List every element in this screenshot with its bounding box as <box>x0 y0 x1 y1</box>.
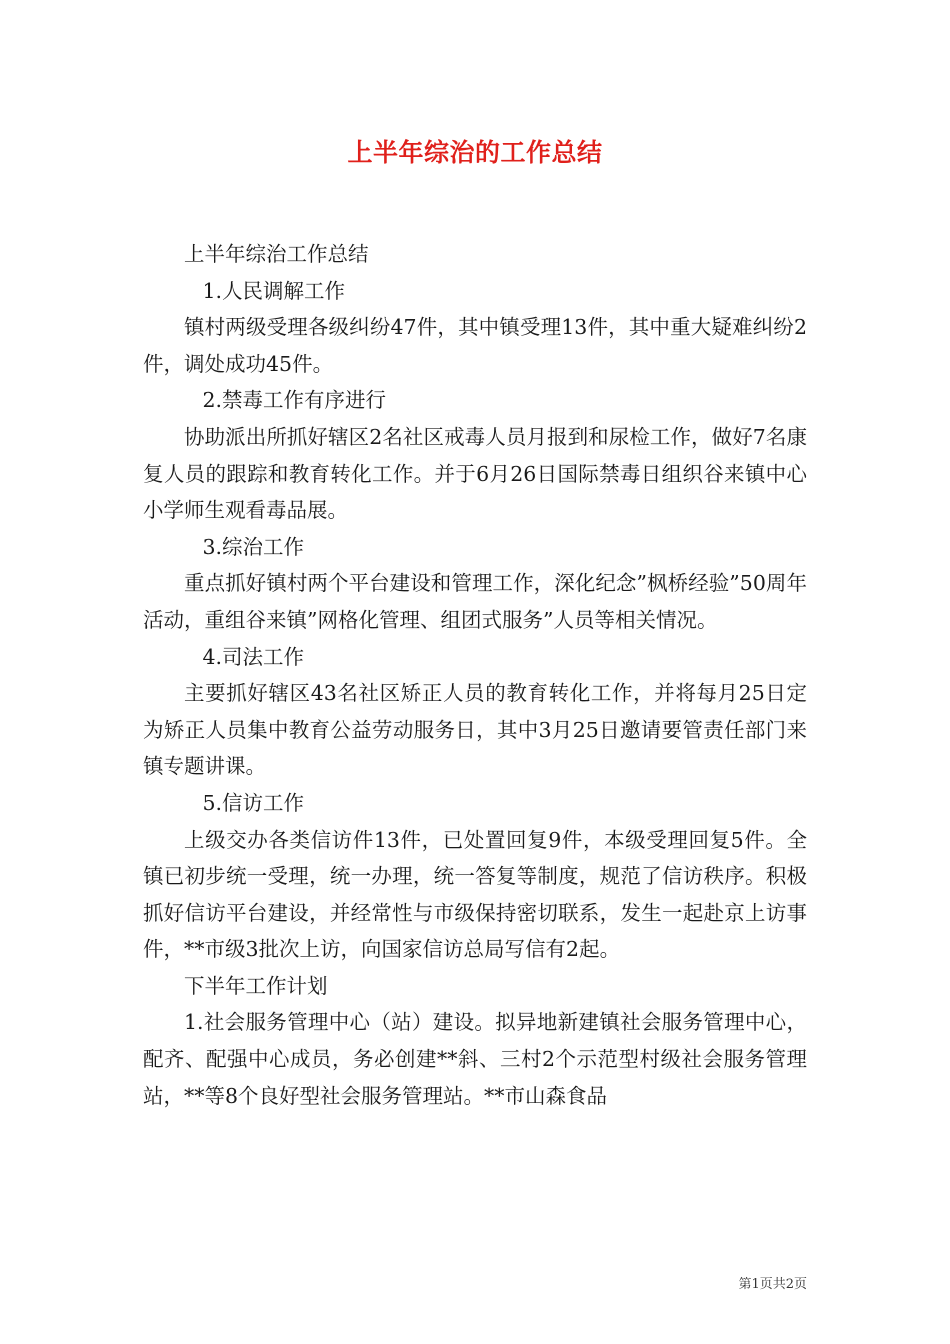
paragraph-service-center: 1.社会服务管理中心（站）建设。拟异地新建镇社会服务管理中心，配齐、配强中心成员，务必创建**斜、三村2个示范型村级社会服务管理站，**等8个良好型社会服务管理站。**市山森食品 <box>143 1010 807 1108</box>
paragraph-petition: 上级交办各类信访件13件，已处置回复9件，本级受理回复5件。全镇已初步统一受理，统一办理，统一答复等制度，规范了信访秩序。积极抓好信访平台建设，并经常性与市级保持密切联系，发生一起赴京上访事件，**市级3批次上访，向国家信访总局写信有2起。 <box>143 827 807 962</box>
document-body <box>143 236 807 1114</box>
section-heading-second-half: 下半年工作计划 <box>184 973 328 998</box>
document-title: 上半年综治的工作总结 <box>347 138 603 167</box>
item-heading-comprehensive: 3.综治工作 <box>202 534 304 559</box>
section-heading-first-half: 上半年综治工作总结 <box>184 242 369 266</box>
paragraph-judicial: 主要抓好辖区43名社区矫正人员的教育转化工作，并将每月25日定为矫正人员集中教育公益劳动服务日，其中3月25日邀请要管责任部门来镇专题讲课。 <box>143 681 807 779</box>
paragraph-comprehensive: 重点抓好镇村两个平台建设和管理工作，深化纪念”枫桥经验”50周年活动，重组谷来镇”网格化管理、组团式服务”人员等相关情况。 <box>143 571 807 632</box>
paragraph-drug-control: 协助派出所抓好辖区2名社区戒毒人员月报到和尿检工作，做好7名康复人员的跟踪和教育转化工作。并于6月26日国际禁毒日组织谷来镇中心小学师生观看毒品展。 <box>143 424 807 523</box>
item-heading-drug-control: 2.禁毒工作有序进行 <box>202 388 386 413</box>
item-heading-judicial: 4.司法工作 <box>202 644 304 669</box>
item-heading-mediation: 1.人民调解工作 <box>202 278 345 303</box>
page-number: 第1页共2页 <box>738 1277 807 1292</box>
item-heading-petition: 5.信访工作 <box>202 790 304 815</box>
paragraph-mediation: 镇村两级受理各级纠纷47件，其中镇受理13件，其中重大疑难纠纷2件，调处成功45件。 <box>143 315 807 376</box>
